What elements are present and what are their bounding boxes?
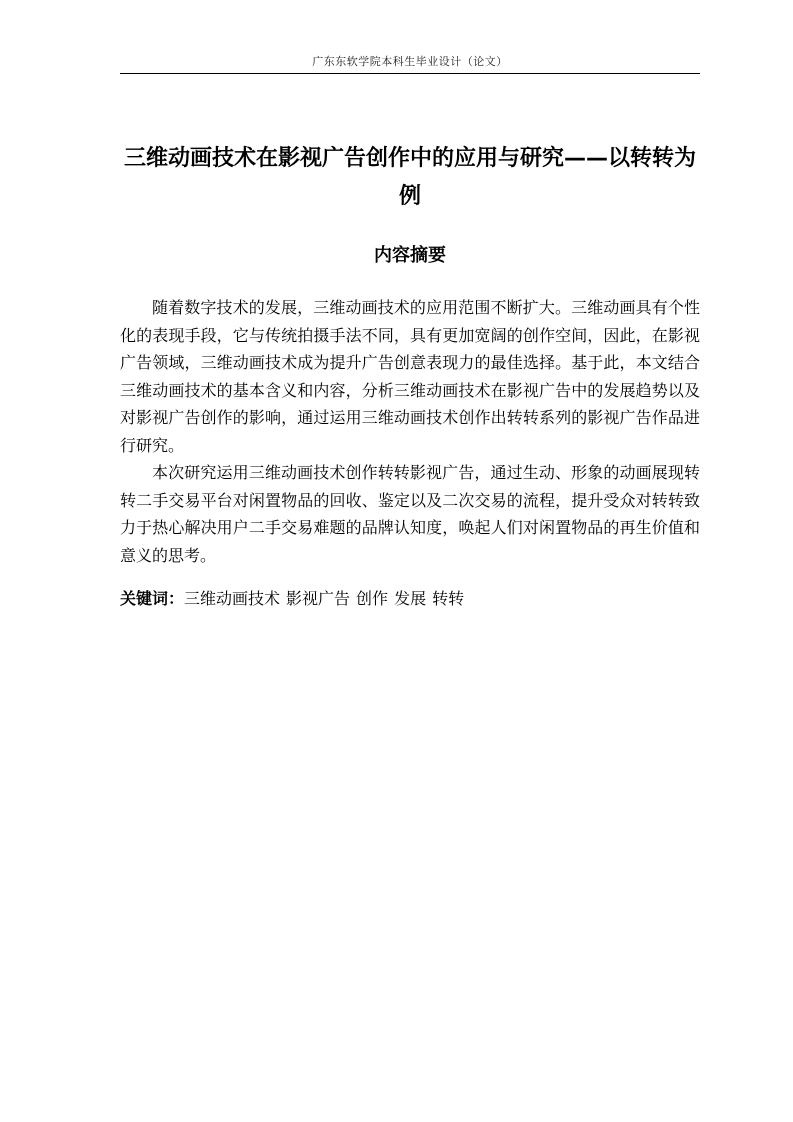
paper-title: 三维动画技术在影视广告创作中的应用与研究——以转转为例 — [123, 146, 696, 209]
abstract-paragraph-2: 本次研究运用三维动画技术创作转转影视广告，通过生动、形象的动画展现转转二手交易平台对闲置物品的回收、鉴定以及二次交易的流程，提升受众对转转致力于热心解决用户二手交易难题的品牌认知度，唤起人们对闲置物品的再生价值和意义的思考。 — [120, 463, 700, 565]
abstract-body — [120, 294, 700, 569]
abstract-paragraph-1: 随着数字技术的发展，三维动画技术的应用范围不断扩大。三维动画具有个性化的表现手段，它与传统拍摄手法不同，具有更加宽阔的创作空间，因此，在影视广告领域，三维动画技术成为提升广告创意表现力的最佳选择。基于此，本文结合三维动画技术的基本含义和内容，分析三维动画技术在影视广告中的发展趋势以及对影视广告创作的影响，通过运用三维动画技术创作出转转系列的影视广告作品进行研究。 — [120, 298, 700, 455]
keyword-item: 创作 — [356, 589, 389, 608]
keywords-label: 关键词： — [120, 589, 185, 608]
abstract-heading: 内容摘要 — [374, 245, 446, 266]
keywords-line — [120, 585, 700, 613]
keyword-item: 三维动画技术 — [184, 589, 281, 608]
header-rule — [120, 73, 700, 74]
keyword-item: 发展 — [394, 589, 427, 608]
keyword-item: 转转 — [432, 589, 465, 608]
running-header: 广东东软学院本科生毕业设计（论文） — [312, 55, 508, 68]
keyword-item: 影视广告 — [286, 589, 351, 608]
